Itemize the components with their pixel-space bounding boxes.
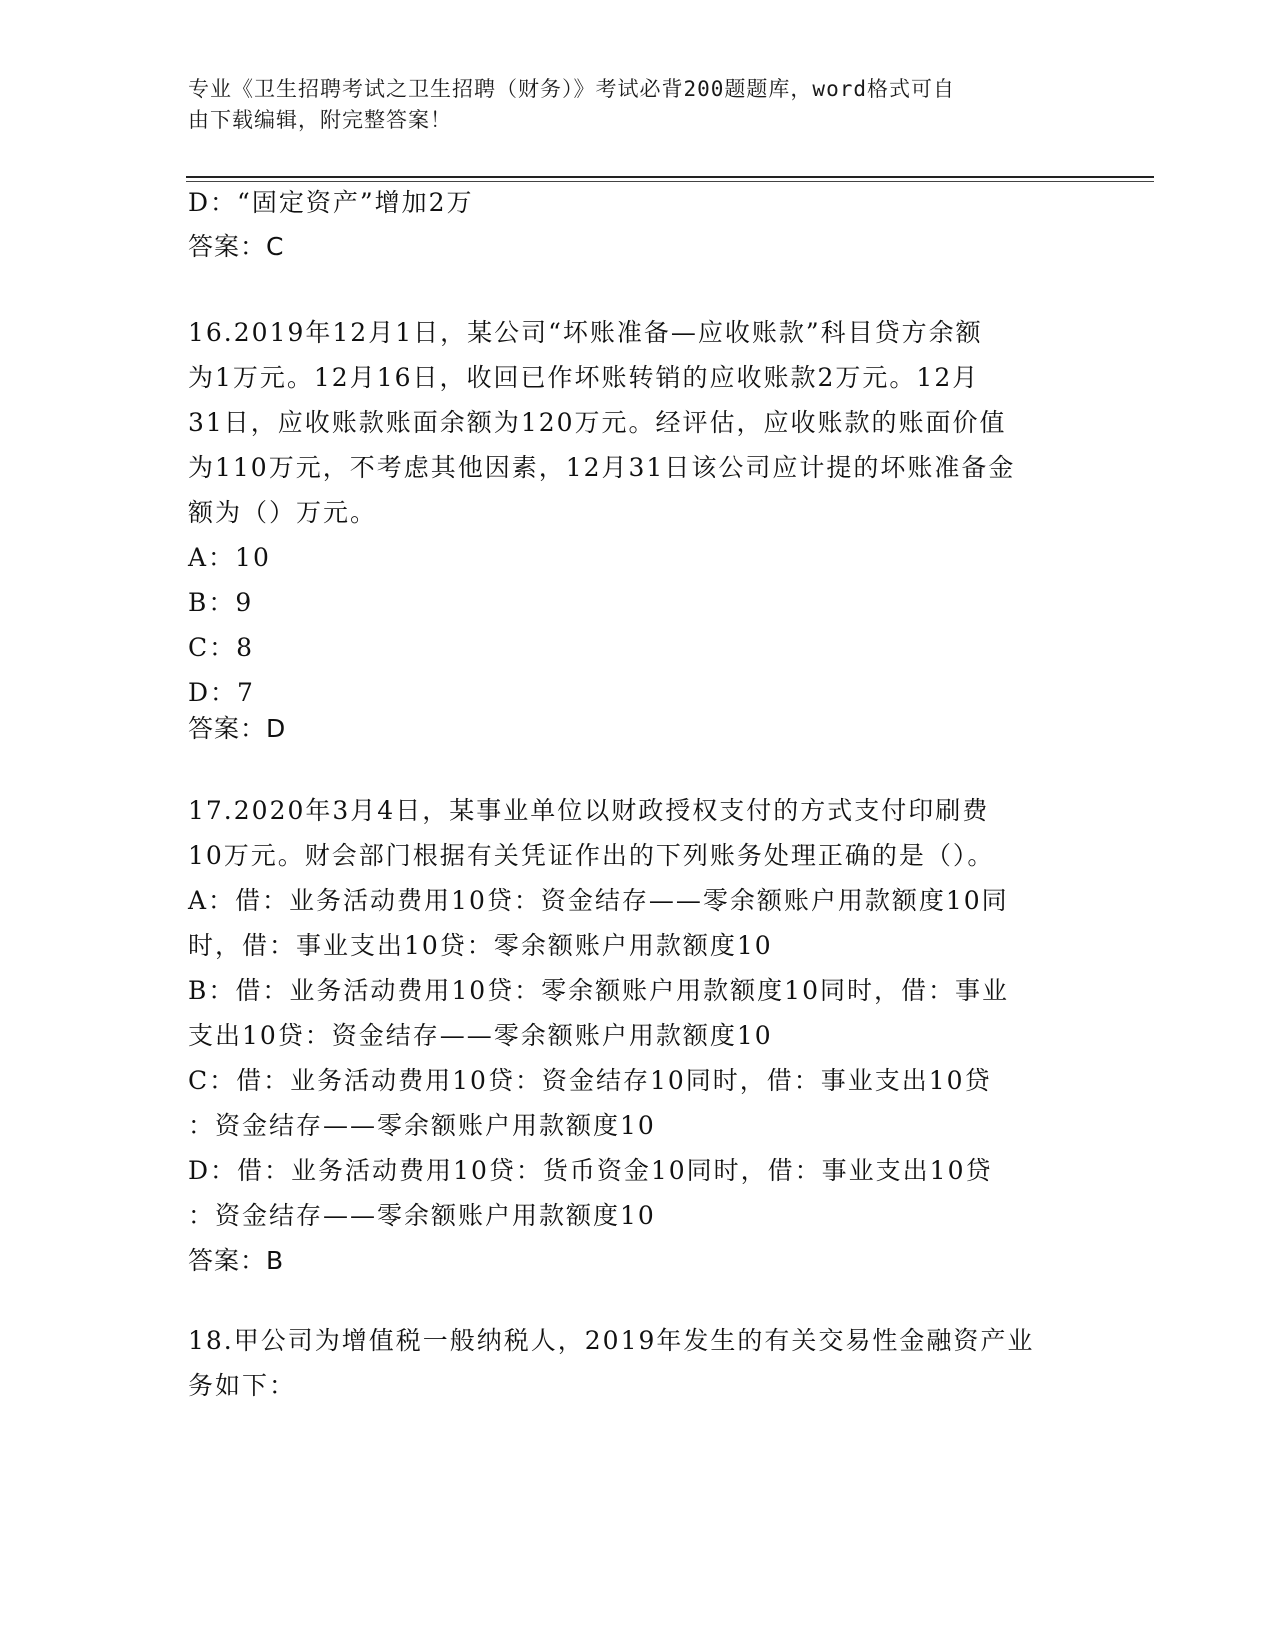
q17-option-line: D：借：业务活动费用10贷：货币资金10同时，借：事业支出10贷 (188, 1156, 993, 1185)
q17-option-line: C：借：业务活动费用10贷：资金结存10同时，借：事业支出10贷 (188, 1066, 992, 1095)
q17-option-line: B：借：业务活动费用10贷：零余额账户用款额度10同时，借：事业 (188, 976, 1009, 1005)
q17-option-line: 时，借：事业支出10贷：零余额账户用款额度10 (188, 931, 773, 960)
q16-option: C：8 (188, 633, 255, 662)
q18-stem (188, 1318, 1088, 1408)
q17-answer: 答案：B (188, 1246, 285, 1275)
q18-stem-line: 18.甲公司为增值税一般纳税人，2019年发生的有关交易性金融资产业 (188, 1326, 1035, 1355)
q17-block (188, 788, 1088, 1238)
q16-option: D：7 (188, 678, 255, 707)
header-line-1: 专业《卫生招聘考试之卫生招聘（财务）》考试必背200题题库，word格式可自 (188, 77, 955, 101)
header-divider (186, 176, 1154, 178)
q16-option: B：9 (188, 588, 254, 617)
q17-option-line: 支出10贷：资金结存——零余额账户用款额度10 (188, 1021, 773, 1050)
header-line-2: 由下载编辑，附完整答案！ (188, 108, 452, 132)
q16-stem-line: 额为（）万元。 (188, 498, 378, 527)
q16-option: A：10 (188, 543, 271, 572)
q17-option-line: ：资金结存——零余额账户用款额度10 (188, 1111, 656, 1140)
q16-stem-line: 16.2019年12月1日，某公司“坏账准备—应收账款”科目贷方余额 (188, 318, 983, 347)
q17-stem-line: 10万元。财会部门根据有关凭证作出的下列账务处理正确的是（）。 (188, 841, 995, 870)
q16-stem (188, 310, 1088, 715)
q16-stem-line: 为110万元，不考虑其他因素，12月31日该公司应计提的坏账准备金 (188, 453, 1016, 482)
q17-stem-line: 17.2020年3月4日，某事业单位以财政授权支付的方式支付印刷费 (188, 796, 990, 825)
q17-option-line: ：资金结存——零余额账户用款额度10 (188, 1201, 656, 1230)
q16-stem-line: 为1万元。12月16日，收回已作坏账转销的应收账款2万元。12月 (188, 363, 980, 392)
document-header (188, 74, 1068, 136)
q17-option-line: A：借：业务活动费用10贷：资金结存——零余额账户用款额度10同 (188, 886, 1009, 915)
q18-stem-line: 务如下： (188, 1371, 297, 1400)
q16-stem-line: 31日，应收账款账面余额为120万元。经评估，应收账款的账面价值 (188, 408, 1007, 437)
q15-answer: 答案：C (188, 232, 285, 261)
q15-option-d: D：“固定资产”增加2万 (188, 188, 474, 217)
q16-answer: 答案：D (188, 714, 287, 743)
